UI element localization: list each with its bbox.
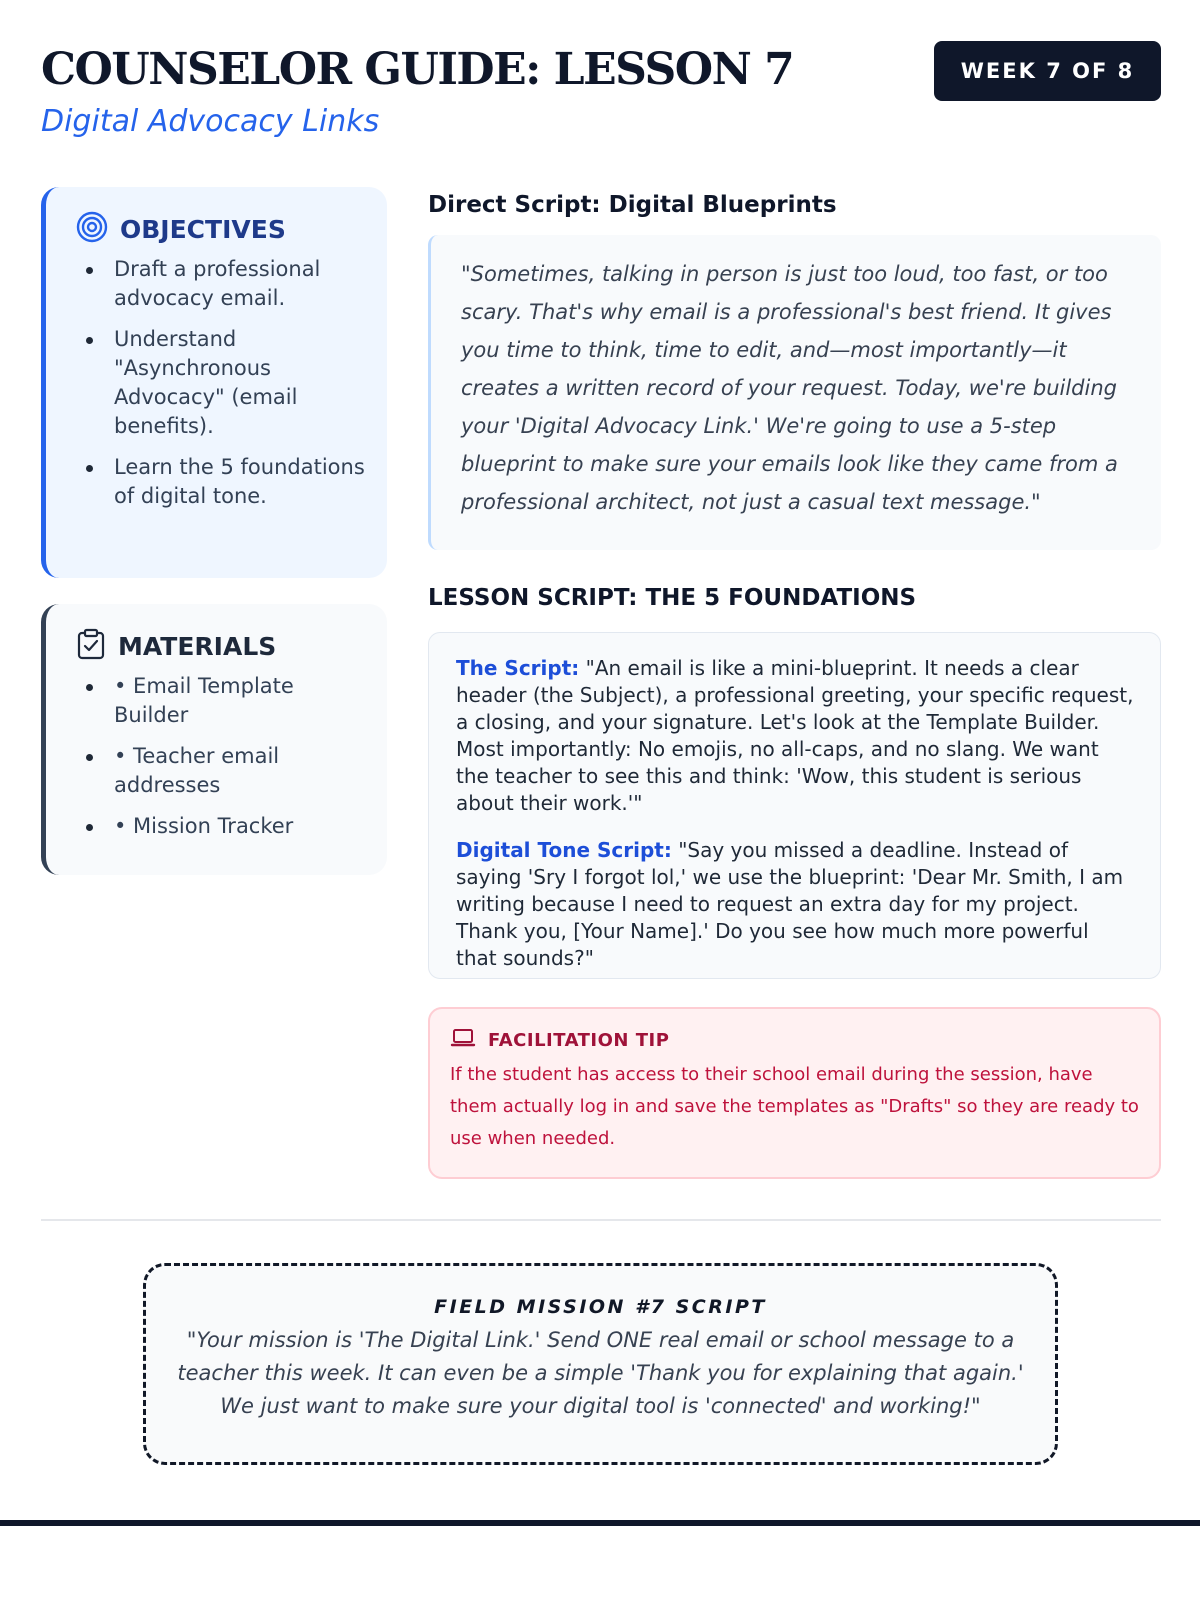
materials-title: MATERIALS bbox=[118, 631, 277, 661]
script-block-label: Digital Tone Script: bbox=[456, 838, 672, 862]
materials-list bbox=[76, 672, 367, 841]
main-content bbox=[428, 187, 1161, 1179]
objective-item: Understand "Asynchronous Advocacy" (email benefits). bbox=[76, 325, 367, 441]
objectives-list bbox=[76, 255, 367, 511]
facilitation-tip bbox=[428, 1007, 1161, 1179]
page-subtitle: Digital Advocacy Links bbox=[41, 104, 380, 139]
section-divider bbox=[41, 1219, 1161, 1221]
tip-header bbox=[450, 1027, 1139, 1053]
material-item: • Mission Tracker bbox=[76, 812, 367, 841]
bottom-rule bbox=[0, 1520, 1200, 1526]
material-item: • Email Template Builder bbox=[76, 672, 367, 730]
laptop-icon bbox=[450, 1027, 476, 1053]
objectives-header bbox=[76, 211, 367, 247]
lesson-script-heading: LESSON SCRIPT: THE 5 FOUNDATIONS bbox=[428, 585, 917, 611]
direct-script-quote: "Sometimes, talking in person is just too loud, too fast, or too scary. That's why email is a professional's best friend. It gives you time to think, time to edit, and—most importantly—it creates a written record of your request. Today, we're building your 'Digital Advocacy Link.' We're going to use a 5-step blueprint to make sure your emails look like they came from a professional architect, not just a casual text message." bbox=[428, 235, 1161, 550]
objectives-card bbox=[41, 187, 387, 578]
clipboard-check-icon bbox=[76, 628, 106, 664]
script-block bbox=[456, 837, 1134, 972]
objective-item: Draft a professional advocacy email. bbox=[76, 255, 367, 313]
mission-title: FIELD MISSION #7 SCRIPT bbox=[434, 1296, 767, 1318]
script-block-text: "Say you missed a deadline. Instead of saying 'Sry I forgot lol,' we use the blueprint: 'Dear Mr. Smith, I am writing because I need to request an extra day for my project. Thank you, [Your Name].' Do you see how much more powerful that sounds?" bbox=[456, 838, 1124, 970]
target-icon bbox=[76, 211, 108, 247]
field-mission-box bbox=[143, 1263, 1058, 1465]
direct-script-heading: Direct Script: Digital Blueprints bbox=[428, 192, 837, 218]
tip-text: If the student has access to their school email during the session, have them actually log in and save the templates as "Drafts" so they are ready to use when needed. bbox=[450, 1064, 1139, 1149]
sidebar bbox=[41, 187, 387, 875]
page-title: COUNSELOR GUIDE: LESSON 7 bbox=[41, 44, 794, 95]
objective-item: Learn the 5 foundations of digital tone. bbox=[76, 453, 367, 511]
script-block-label: The Script: bbox=[456, 656, 580, 680]
script-block bbox=[456, 655, 1134, 817]
page-header bbox=[41, 40, 1161, 150]
week-badge: WEEK 7 OF 8 bbox=[934, 41, 1161, 101]
materials-header bbox=[76, 628, 367, 664]
lesson-script-box bbox=[428, 632, 1161, 979]
objectives-title: OBJECTIVES bbox=[120, 214, 286, 244]
tip-title: FACILITATION TIP bbox=[488, 1029, 670, 1051]
script-block-text: "An email is like a mini-blueprint. It needs a clear header (the Subject), a professional greeting, your specific request, a closing, and your signature. Let's look at the Template Builder. Most importantly: No emojis, no all-caps, and no slang. We want the teacher to see this and think: 'Wow, this student is serious about their work.'" bbox=[456, 656, 1134, 815]
material-item: • Teacher email addresses bbox=[76, 742, 367, 800]
materials-card bbox=[41, 604, 387, 875]
mission-text: "Your mission is 'The Digital Link.' Send ONE real email or school message to a teacher this week. It can even be a simple 'Thank you for explaining that again.' We just want to make sure your digital tool is 'connected' and working!" bbox=[177, 1328, 1024, 1418]
